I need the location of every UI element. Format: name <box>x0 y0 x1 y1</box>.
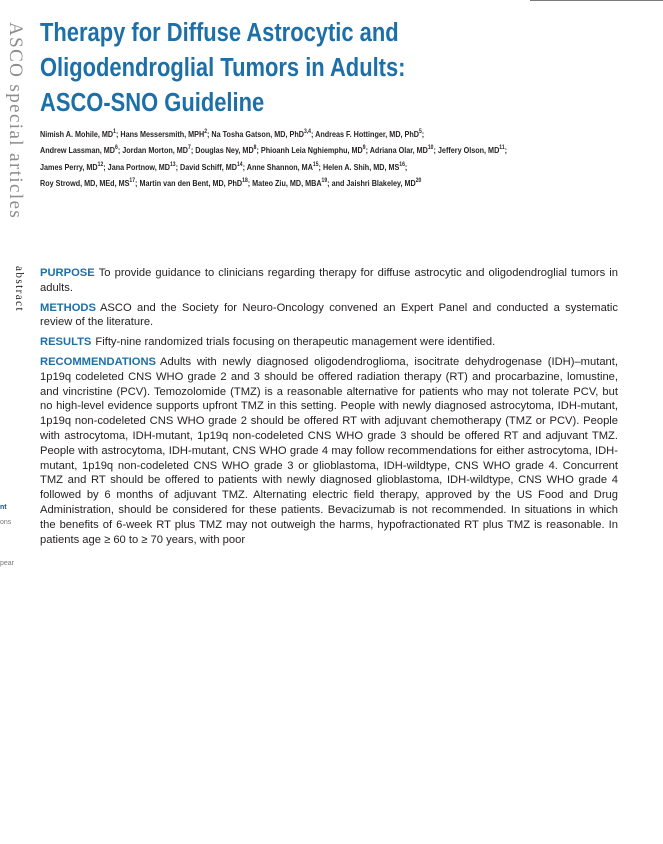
author-affiliation: 18 <box>242 178 248 185</box>
abstract-label: abstract <box>13 266 25 312</box>
abstract-methods <box>40 301 618 331</box>
purpose-heading: PURPOSE <box>40 267 95 279</box>
author-name: Mateo Ziu, MD, MBA <box>252 177 322 188</box>
author-name: Adriana Olar, MD <box>369 145 428 156</box>
author-line <box>40 141 628 157</box>
author-separator: ; <box>190 145 196 156</box>
author-name: Jana Portnow, MD <box>107 161 170 172</box>
author-separator: ; <box>207 128 212 139</box>
author-line <box>40 158 628 174</box>
author-affiliation: 17 <box>129 178 136 185</box>
author-name: Jordan Morton, MD <box>122 145 189 156</box>
author-separator: ; <box>103 161 108 172</box>
recommendations-heading: RECOMMENDATIONS <box>40 355 157 368</box>
author-affiliation: 7 <box>188 145 191 152</box>
author-name: Douglas Ney, MD <box>195 145 254 156</box>
author-separator: ; <box>404 161 408 172</box>
author-name: Andrew Lassman, MD <box>40 145 116 156</box>
abstract-recommendations <box>40 355 618 547</box>
author-affiliation: 6 <box>115 145 118 152</box>
methods-heading: METHODS <box>40 301 96 314</box>
author-name: Andreas F. Hottinger, MD, PhD <box>315 128 419 139</box>
results-heading: RESULTS <box>40 336 92 349</box>
author-separator: ; <box>433 145 438 156</box>
author-affiliation: 9 <box>362 145 366 152</box>
author-affiliation: 14 <box>236 161 243 168</box>
author-name: and Jaishri Blakeley, MD <box>331 177 416 188</box>
author-separator: ; <box>504 145 508 156</box>
author-name: Anne Shannon, MA <box>246 161 313 172</box>
author-separator: ; <box>310 128 316 139</box>
author-name: Jeffery Olson, MD <box>437 145 500 156</box>
author-name: Roy Strowd, MD, MEd, MS <box>40 177 130 188</box>
author-separator: ; <box>421 128 425 139</box>
author-separator: ; <box>256 145 261 156</box>
top-rule <box>530 0 663 1</box>
author-affiliation: 19 <box>321 178 328 185</box>
author-affiliation: 15 <box>312 161 319 168</box>
title-line-3: ASCO-SNO Guideline <box>40 89 265 117</box>
author-separator: ; <box>247 177 253 188</box>
article-title <box>40 16 405 121</box>
author-name: Hans Messersmith, MPH <box>120 128 205 139</box>
section-label: ASCO special articles <box>5 22 26 220</box>
author-affiliation: 16 <box>399 161 405 168</box>
author-separator: ; <box>327 177 332 188</box>
abstract-purpose <box>40 266 618 296</box>
author-line <box>40 174 628 190</box>
abstract-results <box>40 335 618 350</box>
title-line-1: Therapy for Diffuse Astrocytic and <box>40 19 399 47</box>
author-separator: ; <box>242 161 247 172</box>
author-affiliation: 20 <box>415 178 422 185</box>
author-separator: ; <box>318 161 323 172</box>
author-affiliation: 3,4 <box>303 129 311 135</box>
author-name: Martin van den Bent, MD, PhD <box>139 177 243 188</box>
author-affiliation: 13 <box>169 161 176 168</box>
author-list <box>40 125 628 190</box>
author-affiliation: 1 <box>113 129 116 135</box>
results-text: Fifty-nine randomized trials focusing on therapeutic management were identified. <box>95 336 496 349</box>
methods-text: ASCO and the Society for Neuro-Oncology convened an Expert Panel and conducted a systematic review of the literature. <box>40 301 618 329</box>
recommendations-text: Adults with newly diagnosed oligodendroglioma, isocitrate dehydrogenase (IDH)–mutant, 1p19q codeleted CNS WHO grade 2 and 3 should be offered radiation therapy (RT) and procarbazine, lomustine, and vincristine (PCV). Temozolomide (TMZ) is a reasonable alternative for patients who may not tolerate PCV, but no high-level evidence supports upfront TMZ in this setting. People with newly diagnosed astrocytoma, IDH-mutant, 1p19q non-codeleted CNS WHO grade 2 should be offered RT with adjuvant chemotherapy (TMZ or PCV). People with astrocytoma, IDH-mutant, 1p19q non-codeleted CNS WHO grade 3 should be offered RT and adjuvant TMZ. People with astrocytoma, IDH-mutant, CNS WHO grade 4 may follow recommendations for either astrocytoma, IDH-mutant, 1p19q non-codeleted CNS WHO grade 3 or glioblastoma, IDH-wildtype, CNS WHO grade 4. Concurrent TMZ and RT should be offered to patients with newly diagnosed glioblastoma, IDH-wildtype, CNS WHO grade 4 followed by 6 months of adjuvant TMZ. Alternating electric field therapy, approved by the US Food and Drug Administration, should be considered for these patients. Bevacizumab is not recommended. In situations in which the benefits of 6-week RT plus TMZ may not outweigh the harms, hypofractionated RT plus TMZ is reasonable. In patients age ≥ 60 to ≥ 70 years, with poor <box>40 355 618 546</box>
author-name: Nimish A. Mohile, MD <box>40 128 114 139</box>
author-affiliation: 10 <box>427 145 434 152</box>
author-separator: ; <box>135 177 140 188</box>
author-separator: ; <box>117 145 123 156</box>
author-affiliation: 5 <box>418 129 422 135</box>
author-name: David Schiff, MD <box>180 161 237 172</box>
author-separator: ; <box>115 128 121 139</box>
margin-fragment-2: ons <box>0 519 12 526</box>
author-name: Phioanh Leia Nghiemphu, MD <box>260 145 363 156</box>
author-name: James Perry, MD <box>40 161 98 172</box>
title-line-2: Oligodendroglial Tumors in Adults: <box>40 54 406 82</box>
author-name: Helen A. Shih, MD, MS <box>322 161 400 172</box>
author-separator: ; <box>175 161 181 172</box>
abstract-body <box>40 266 618 547</box>
author-affiliation: 2 <box>204 129 208 135</box>
purpose-text: To provide guidance to clinicians regarding therapy for diffuse astrocytic and oligodendroglial tumors in adults. <box>40 267 618 294</box>
author-affiliation: 8 <box>253 145 257 152</box>
author-separator: ; <box>365 145 370 156</box>
margin-fragment-1: nt <box>0 504 7 511</box>
margin-fragment-3: pear <box>0 560 15 567</box>
author-affiliation: 11 <box>499 145 505 152</box>
author-affiliation: 12 <box>97 161 104 168</box>
author-line <box>40 125 628 141</box>
author-name: Na Tosha Gatson, MD, PhD <box>211 128 304 139</box>
